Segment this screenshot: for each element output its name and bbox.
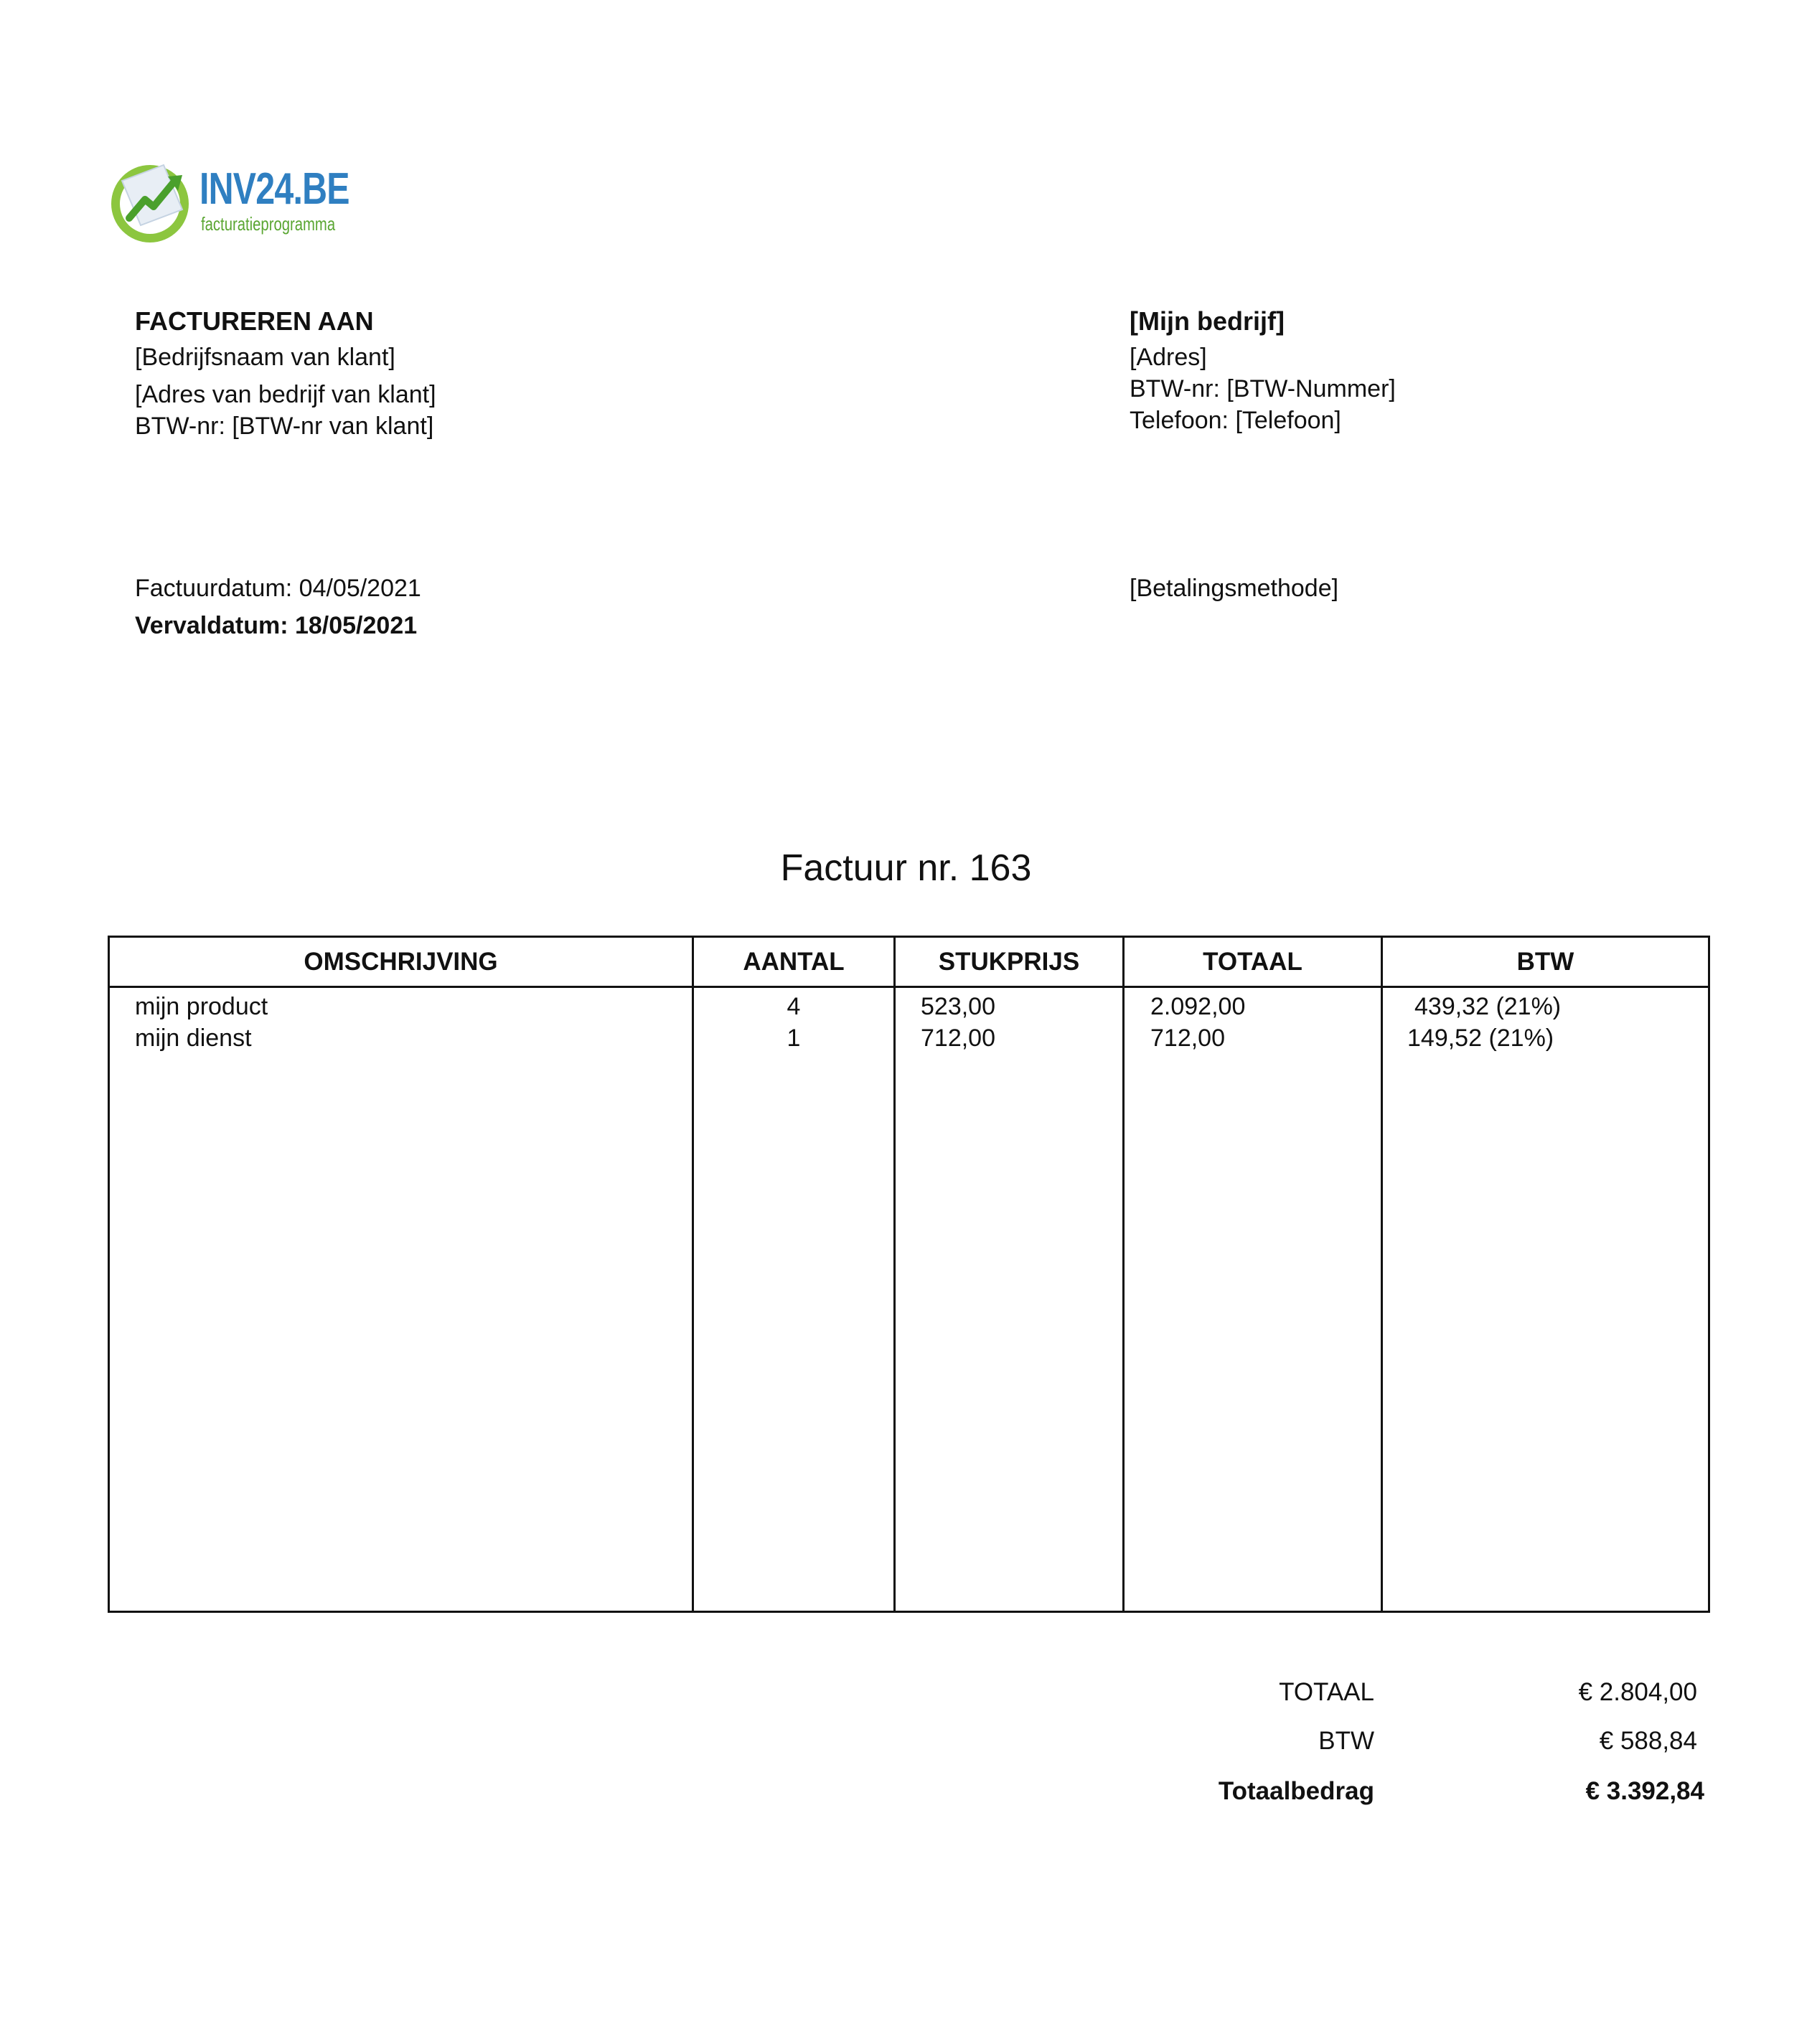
logo-subtitle: facturatieprogramma — [201, 213, 336, 235]
invoice-date: Factuurdatum: 04/05/2021 — [135, 575, 421, 602]
row-unit-price: 523,00 — [921, 993, 995, 1020]
row-unit-price: 712,00 — [921, 1025, 995, 1052]
company-logo — [108, 159, 349, 244]
column-header-quantity: AANTAL — [743, 948, 845, 976]
row-quantity: 1 — [787, 1025, 801, 1052]
column-divider — [893, 938, 896, 1611]
due-date: Vervaldatum: 18/05/2021 — [135, 612, 418, 639]
summary-total-value: € 2.804,00 — [1578, 1678, 1697, 1706]
payment-method: [Betalingsmethode] — [1130, 575, 1339, 602]
summary-total-label: TOTAAL — [1279, 1678, 1374, 1706]
row-description: mijn dienst — [135, 1025, 252, 1052]
column-header-description: OMSCHRIJVING — [304, 948, 498, 976]
summary-vat-value: € 588,84 — [1599, 1727, 1697, 1755]
sender-company: [Mijn bedrijf] — [1130, 306, 1285, 336]
row-description: mijn product — [135, 993, 268, 1020]
invoice-title: Factuur nr. 163 — [780, 847, 1032, 889]
sender-phone: Telefoon: [Telefoon] — [1130, 407, 1341, 434]
client-company: [Bedrijfsnaam van klant] — [135, 344, 395, 371]
table-header-divider — [110, 986, 1708, 988]
row-total: 712,00 — [1150, 1025, 1225, 1052]
bill-to-heading: FACTUREREN AAN — [135, 306, 374, 336]
client-address: [Adres van bedrijf van klant] — [135, 381, 436, 408]
column-divider — [1381, 938, 1383, 1611]
sender-vat-number: BTW-nr: [BTW-Nummer] — [1130, 375, 1396, 402]
row-vat: 439,32 (21%) — [1414, 993, 1562, 1020]
row-quantity: 4 — [787, 993, 801, 1020]
column-header-unit-price: STUKPRIJS — [938, 948, 1080, 976]
client-vat-number: BTW-nr: [BTW-nr van klant] — [135, 413, 434, 440]
sender-address: [Adres] — [1130, 344, 1207, 371]
invoice-table — [108, 936, 1710, 1613]
column-header-vat: BTW — [1516, 948, 1574, 976]
summary-grand-total-value: € 3.392,84 — [1585, 1777, 1704, 1805]
invoice-logo-icon — [108, 159, 192, 244]
column-divider — [1122, 938, 1125, 1611]
column-header-total: TOTAAL — [1203, 948, 1302, 976]
row-total: 2.092,00 — [1150, 993, 1246, 1020]
logo-title: INV24.BE — [199, 164, 349, 214]
summary-grand-total-label: Totaalbedrag — [1218, 1777, 1374, 1805]
summary-vat-label: BTW — [1318, 1727, 1374, 1755]
row-vat: 149,52 (21%) — [1407, 1025, 1554, 1052]
